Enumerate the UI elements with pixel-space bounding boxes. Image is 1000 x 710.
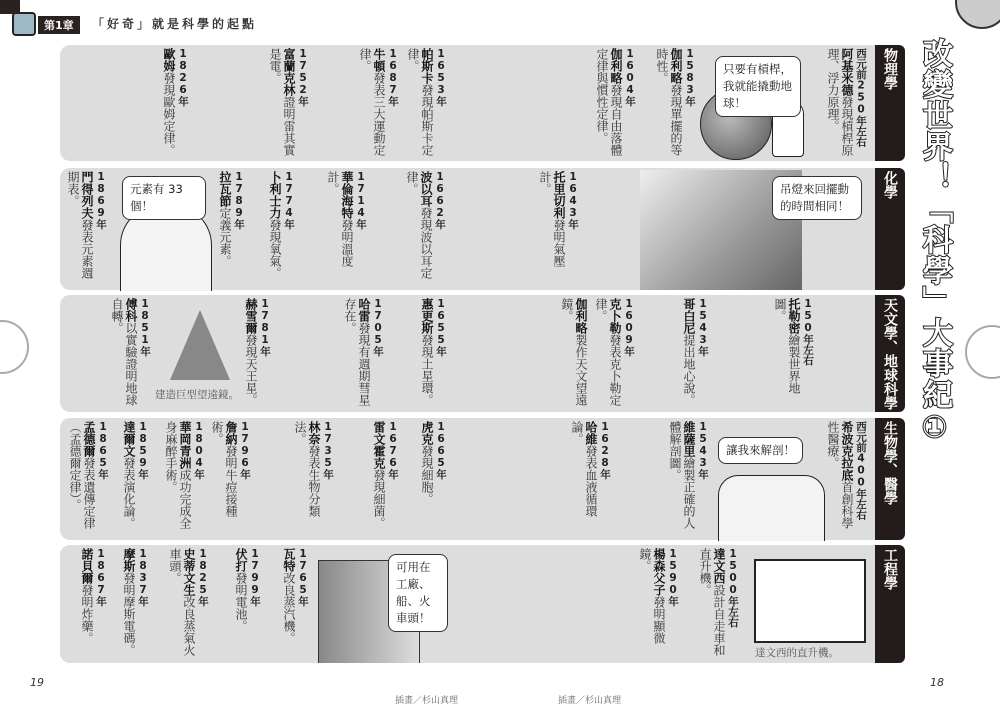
timeline-entry [293,421,335,537]
entry-person: 哈雷 [357,298,371,322]
timeline-entry [343,298,385,409]
helicopter-caption: 達文西的直升機。 [755,647,839,659]
timeline-entry [682,298,710,409]
entry-description: 發現單擺的等時性。 [655,48,683,156]
entry-description: 發表演化論。 [122,457,136,529]
timeline-entry [358,48,400,158]
illustration-credit-right: 插畫／杉山真理 [558,696,622,706]
helicopter-illustration [754,559,866,643]
entry-person: 林奈 [307,421,321,445]
timeline-entry [405,171,447,287]
timeline-entry [234,548,262,660]
category-tab: 工程學 [875,545,905,663]
entry-year: 1837年 [137,548,149,607]
timeline-entry [594,298,636,409]
entry-description: 以實驗證明地球自轉。 [110,298,138,406]
entry-year: 1543年 [697,421,709,480]
bell-decoration-icon [965,325,1000,379]
entry-year: 1643年 [567,171,579,230]
timeline-entry [570,421,612,537]
entry-year: 1867年 [95,548,107,607]
entry-person: 卜利士力 [268,171,282,219]
speech-bubble-archimedes: 只要有槓桿，我就能撬動地球！ [715,56,801,117]
entry-year: 1851年 [139,298,151,357]
entry-person: 虎克 [420,421,434,445]
entry-year: 西元前400年左右 [855,421,867,520]
timeline-entry [268,171,296,287]
timeline-entry [560,298,588,409]
entry-description: 發明電池。 [234,572,248,632]
entry-description: 發現自由落體定律與慣性定律。 [595,48,623,156]
timeline-entry [420,421,448,537]
entry-description: 發現歐姆定律。 [162,72,176,156]
entry-year: 1604年 [624,48,636,107]
entry-year: 1662年 [434,171,446,230]
entry-description: 發明溫度計。 [326,171,354,267]
entry-year: 1781年 [259,298,271,357]
illustration-credit-left: 插畫／杉山真理 [395,696,459,706]
entry-person: 赫雪爾 [244,298,258,334]
entry-year: 1590年 [667,548,679,607]
entry-year: 1500年左右 [727,548,739,628]
timeline-entry [372,421,400,537]
timeline-entry [210,421,252,537]
timeline-entry [638,548,680,660]
entry-person: 伽利略 [669,48,683,84]
entry-description: 發明牛痘接種術。 [210,421,238,517]
entry-year: 1665年 [435,421,447,480]
timeline-entry [218,171,246,287]
timeline-entry [406,48,448,158]
timeline-entry [595,48,637,158]
entry-person: 克卜勒 [608,298,622,334]
page-number-left: 19 [30,676,44,689]
entry-year: 1705年 [372,298,384,357]
category-tab: 天文學、地球科學 [875,295,905,412]
timeline-entry [110,298,152,409]
entry-year: 1765年 [297,548,309,607]
entry-description: 發表元素週期表。 [66,171,94,279]
timeline-entry [268,48,310,158]
entry-person: 楊森父子 [652,548,666,596]
entry-description: 改良蒸汽機。 [282,572,296,644]
chapter-title: 「好奇」就是科學的起點 [92,17,258,31]
entry-person: 托里切利 [552,171,566,219]
entry-person: 雷文霍克 [372,421,386,469]
entry-year: 1825年 [197,548,209,607]
entry-description: 發表三大運動定律。 [358,48,386,156]
timeline-entry [698,548,740,660]
entry-person: 惠更斯 [420,298,434,334]
entry-year: 1869年 [95,171,107,230]
entry-person: 歐姆 [162,48,176,72]
entry-person: 帕斯卡 [420,48,434,84]
entry-description: 證明雷其實是電。 [268,48,296,156]
entry-year: 1789年 [233,171,245,230]
category-tab: 生物學、醫學 [875,418,905,540]
entry-person: 達爾文 [122,421,136,457]
entry-description: 製作天文望遠鏡。 [560,298,588,406]
entry-description: 發明摩斯電碼。 [122,572,136,656]
entry-year: 西元前250年左右 [855,48,867,147]
entry-year: 1799年 [249,548,261,607]
entry-year: 1609年 [623,298,635,357]
entry-description: 設計自走車和直升機。 [698,548,726,656]
entry-person: 拉瓦節 [218,171,232,207]
bell-decoration-icon [0,320,29,374]
entry-description: 發現有週期彗星存在。 [343,298,371,406]
entry-description: 發表血液循環論。 [570,421,598,517]
telescope-caption: 建造巨型望遠鏡。 [155,389,239,401]
timeline-entry [538,171,580,287]
timeline-entry [244,298,272,409]
entry-person: 傅科 [124,298,138,322]
timeline-entry [66,171,108,287]
entry-person: 門得列夫 [80,171,94,219]
category-tab: 物理學 [875,45,905,161]
entry-year: 1752年 [297,48,309,107]
entry-person: 詹納 [224,421,238,445]
speech-bubble-vesalius: 讓我來解剖！ [718,437,803,464]
entry-description: 繪製正確的人體解剖圖。 [668,421,696,529]
timeline-entry [655,48,697,158]
entry-person: 華倫海特 [340,171,354,219]
entry-person: 華岡青洲 [178,421,192,469]
timeline-entry [826,48,868,158]
entry-person: 史蒂文生 [182,548,196,596]
timeline-entry [420,298,448,409]
entry-year: 1543年 [697,298,709,357]
entry-description: 發明氣壓計。 [538,171,566,267]
entry-description: 提出地心說。 [682,334,696,406]
bell-decoration-icon [955,0,1000,29]
entry-year: 1653年 [435,48,447,107]
entry-year: 1676年 [387,421,399,480]
entry-year: 1865年 [97,421,109,480]
entry-year: 1687年 [387,48,399,107]
entry-description: 發現氧氣。 [268,219,282,279]
timeline-entry [122,548,150,660]
entry-person: 孟德爾 [82,421,96,457]
speech-bubble-watt: 可用在工廠、船、火車頭！ [388,554,448,632]
chapter-label: 第1章 [38,16,80,34]
entry-year: 1655年 [435,298,447,357]
page-number-right: 18 [930,676,944,689]
timeline-entry [80,548,108,660]
entry-year: 1796年 [239,421,251,480]
entry-description: 發現土星環。 [420,334,434,406]
speech-bubble-galileo: 吊燈來回擺動的時間相同！ [772,176,862,220]
entry-year: 1859年 [137,421,149,480]
entry-description: 發現帕斯卡定律。 [406,48,434,156]
entry-year: 1735年 [322,421,334,480]
telescope-illustration [170,310,230,380]
entry-person: 牛頓 [372,48,386,72]
entry-year: 150年左右 [802,298,814,366]
vesalius-illustration [718,475,825,541]
entry-year: 1714年 [355,171,367,230]
entry-person: 摩斯 [122,548,136,572]
entry-description: 定義元素。 [218,207,232,267]
entry-person: 維薩里 [682,421,696,457]
timeline-entry [164,421,206,537]
entry-description: 發現細胞。 [420,445,434,505]
entry-year: 1583年 [684,48,696,107]
entry-person: 托勒密 [787,298,801,334]
entry-description: 發明顯微鏡。 [638,548,666,644]
entry-description: 發表生物分類法。 [293,421,321,517]
chapter-icon [12,12,36,36]
timeline-entry [122,421,150,537]
timeline-entry [168,548,210,660]
entry-description: 發現波以耳定律。 [405,171,433,279]
timeline-entry [826,421,868,537]
entry-person: 波以耳 [419,171,433,207]
timeline-entry [668,421,710,537]
entry-year: 1628年 [599,421,611,480]
entry-person: 諾貝爾 [80,548,94,584]
timeline-entry [282,548,310,660]
timeline-entry [773,298,815,409]
entry-person: 富蘭克林 [282,48,296,96]
page-title: 改變世界！「科學」大事紀① [917,38,952,446]
entry-person: 伏打 [234,548,248,572]
entry-description: 發表遺傳定律（孟德爾定律）。 [68,421,96,529]
entry-person: 阿基米德 [840,48,854,96]
entry-description: 發現細菌。 [372,469,386,529]
timeline-entry [326,171,368,287]
entry-description: 發表克卜勒定律。 [594,298,622,406]
entry-year: 1826年 [177,48,189,107]
entry-person: 達文西 [712,548,726,584]
entry-person: 希波克拉底 [840,421,854,481]
category-tab: 化學 [875,168,905,290]
entry-description: 發明炸藥。 [80,584,94,644]
entry-year: 1774年 [283,171,295,230]
entry-person: 伽利略 [609,48,623,84]
entry-person: 瓦特 [282,548,296,572]
entry-year: 1804年 [193,421,205,480]
entry-person: 哈維 [584,421,598,445]
speech-bubble-lavoisier: 元素有 33 個！ [122,176,206,220]
entry-description: 成功完成全身麻醉手術。 [164,421,192,529]
entry-description: 改良蒸氣火車頭。 [168,548,196,656]
entry-description: 首創科學性醫療。 [826,421,854,529]
entry-person: 伽利略 [574,298,588,334]
entry-person: 哥白尼 [682,298,696,334]
entry-description: 發現天王星。 [244,334,258,406]
entry-description: 繪製世界地圖。 [773,298,801,394]
timeline-entry [68,421,110,537]
entry-description: 發現槓桿原理、浮力原理。 [826,48,854,156]
timeline-entry [162,48,190,158]
